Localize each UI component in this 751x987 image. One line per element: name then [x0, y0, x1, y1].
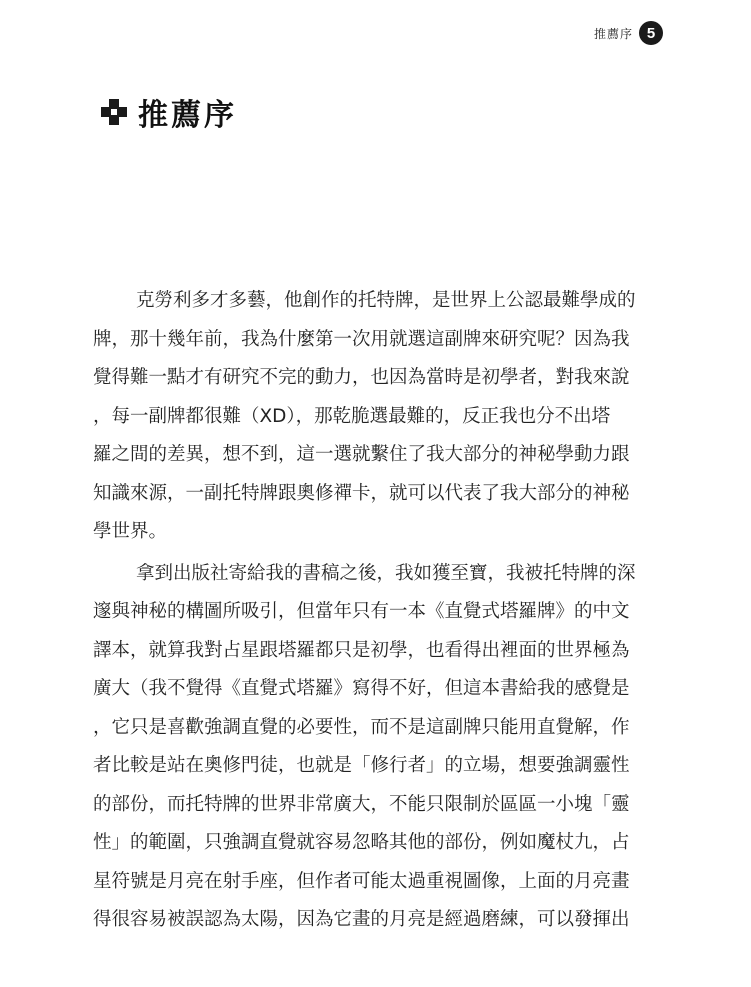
paragraph-line: 羅之間的差異，想不到，這一選就繫住了我大部分的神秘學動力跟 [93, 444, 630, 465]
paragraph-line: 性」的範圍，只強調直覺就容易忽略其他的部份，例如魔杖九，占 [93, 832, 630, 853]
section-heading [100, 90, 237, 134]
paragraph-line: 的部份，而托特牌的世界非常廣大，不能只限制於區區一小塊「靈 [93, 793, 630, 815]
paragraph-line: 牌，那十幾年前，我為什麼第一次用就選這副牌來研究呢？因為我 [93, 328, 630, 350]
paragraph-line: 拿到出版社寄給我的書稿之後，我如獲至寶，我被托特牌的深 [136, 562, 636, 584]
body-text [93, 282, 641, 940]
paragraph-line: 星符號是月亮在射手座，但作者可能太過重視圖像，上面的月亮畫 [93, 870, 630, 892]
paragraph-line: 克勞利多才多藝，他創作的托特牌，是世界上公認最難學成的 [136, 290, 636, 311]
running-title: 推薦序 [593, 26, 633, 41]
paragraph-line: 廣大（我不覺得《直覺式塔羅》寫得不好，但這本書給我的感覺是 [93, 678, 630, 699]
paragraph-line: 得很容易被誤認為太陽，因為它畫的月亮是經過磨練，可以發揮出 [93, 909, 630, 930]
paragraph-line: 學世界。 [93, 521, 168, 542]
four-square-ornament-icon [100, 98, 128, 126]
paragraph-line: 邃與神秘的構圖所吸引，但當年只有一本《直覺式塔羅牌》的中文 [93, 601, 630, 622]
page-title: 推薦序 [138, 98, 237, 133]
paragraph-1 [93, 282, 641, 552]
page-number: 5 [639, 21, 663, 45]
paragraph-line: 者比較是站在奧修門徒，也就是「修行者」的立場，想要強調靈性 [93, 755, 630, 776]
paragraph-line: 譯本，就算我對占星跟塔羅都只是初學，也看得出裡面的世界極為 [93, 639, 630, 661]
paragraph-2 [93, 555, 641, 940]
paragraph-line: 覺得難一點才有研究不完的動力，也因為當時是初學者，對我來說 [93, 367, 630, 388]
paragraph-line: 知識來源，一副托特牌跟奧修禪卡，就可以代表了我大部分的神秘 [93, 482, 630, 504]
running-header [594, 21, 663, 45]
paragraph-line: ，它只是喜歡強調直覺的必要性，而不是這副牌只能用直覺解，作 [93, 716, 630, 738]
paragraph-line: ，每一副牌都很難（XD），那乾脆選最難的，反正我也分不出塔 [93, 405, 611, 427]
